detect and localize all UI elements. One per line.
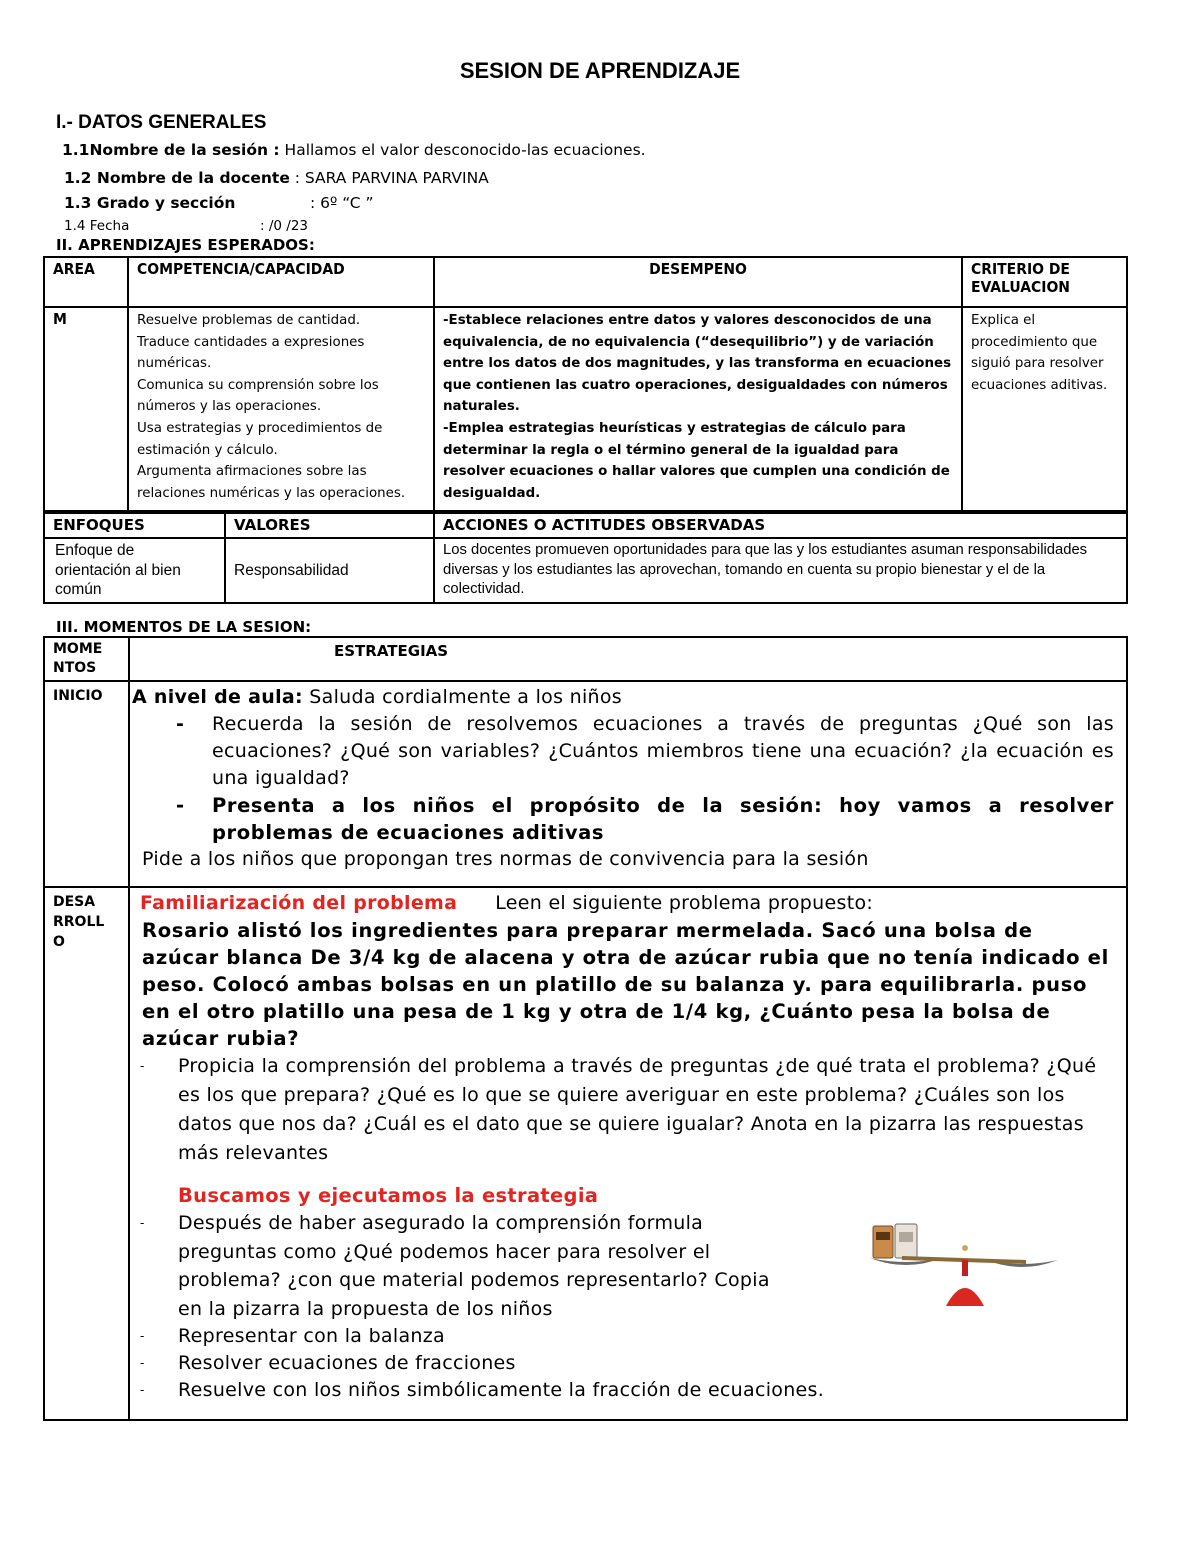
dash-bullet: - — [140, 1216, 145, 1230]
familiarizacion-item-text: Propicia la comprensión del problema a través de preguntas ¿de qué trata el problema? ¿Qué es los que prepara? ¿Qué es lo que se quiere averiguar en este problema? ¿Cuáles son los datos que nos da? ¿Cuál es el dato que se quiere igualar? Anota en la pizarra las respuestas más relevantes — [178, 1055, 1097, 1164]
area-value: M — [44, 307, 128, 511]
dash-bullet: - — [140, 1383, 145, 1397]
sugar-bag-brown — [873, 1226, 893, 1258]
enfoque-value: Enfoque de orientación al bien común — [44, 538, 225, 603]
competencia-item: Resuelve problemas de cantidad. — [137, 313, 361, 328]
inicio-lead — [132, 684, 1114, 711]
scale-post — [962, 1260, 968, 1276]
inicio-item-1 — [132, 711, 1114, 792]
sugar-bag-label — [899, 1232, 913, 1242]
inicio-lead-bold: A nivel de aula: — [132, 686, 303, 708]
competencia-item: Traduce cantidades a expresiones numéricas. — [137, 334, 365, 372]
competencia-item: Comunica su comprensión sobre los números y las operaciones. — [137, 377, 379, 415]
desempeno-item: -Emplea estrategias heurísticas y estrategias de cálculo para determinar la regla o el término general de la igualdad para resolver ecuaciones o hallar valores que cumplen una condición de desigualdad. — [443, 420, 950, 501]
teacher-name-line — [64, 169, 489, 187]
section-3-heading: III. MOMENTOS DE LA SESION: — [56, 618, 312, 636]
header-momentos: MOME NTOS — [44, 637, 129, 681]
inicio-lead-text: Saluda cordialmente a los niños — [302, 686, 622, 708]
competencia-item: Usa estrategias y procedimientos de estimación y cálculo. — [137, 420, 383, 458]
inicio-closing: Pide a los niños que propongan tres normas de convivencia para la sesión — [142, 848, 869, 870]
desempeno-list — [434, 307, 962, 511]
valor-value: Responsabilidad — [225, 538, 434, 603]
estrategia-item-text: Resuelve con los niños simbólicamente la fracción de ecuaciones. — [178, 1379, 825, 1401]
familiarizacion-text: Leen el siguiente problema propuesto: — [495, 892, 874, 914]
date-line — [64, 218, 308, 234]
dash-bullet: - — [140, 1329, 145, 1343]
inicio-label: INICIO — [44, 681, 129, 887]
inicio-content — [129, 681, 1127, 887]
grade-value: : 6º “C ” — [310, 194, 374, 212]
header-valores: VALORES — [225, 513, 434, 538]
teacher-name-value: : SARA PARVINA PARVINA — [289, 169, 489, 187]
dash-bullet: - — [176, 713, 185, 735]
dash-bullet: - — [140, 1356, 145, 1370]
session-name-line — [62, 141, 646, 159]
section-2-heading: II. APRENDIZAJES ESPERADOS: — [56, 236, 315, 254]
header-area: AREA — [44, 257, 128, 307]
header-estrategias: ESTRATEGIAS — [129, 637, 1127, 681]
desarrollo-content — [129, 887, 1127, 1420]
dash-bullet: - — [176, 794, 185, 817]
criterio-value: Explica el procedimiento que siguió para resolver ecuaciones aditivas. — [962, 307, 1127, 511]
estrategia-item-text: Después de haber asegurado la comprensión formula preguntas como ¿Qué podemos hacer para resolver el problema? ¿con que material podemos representarlo? Copia en la pizarra la propuesta de los niños — [178, 1212, 770, 1320]
competencia-item: Argumenta afirmaciones sobre las relaciones numéricas y las operaciones. — [137, 464, 406, 501]
estrategia-item-text: Representar con la balanza — [178, 1325, 445, 1347]
problem-statement: Rosario alistó los ingredientes para preparar mermelada. Sacó una bolsa de azúcar blanca De 3/4 kg de alacena y otra de azúcar rubia que no tenía indicado el peso. Colocó ambas bolsas en un platillo de su balanza y. para equilibrarla. puso en el otro platillo una pesa de 1 kg y otra de 1/4 kg, ¿Cuánto pesa la bolsa de azúcar rubia? — [142, 919, 1109, 1050]
header-criterio: CRITERIO DE EVALUACION — [962, 257, 1127, 307]
inicio-item-2 — [132, 792, 1114, 846]
moments-table — [43, 636, 1128, 1421]
section-1-heading: I.- DATOS GENERALES — [56, 112, 267, 133]
header-desempeno: DESEMPENO — [434, 257, 962, 307]
grade-label: 1.3 Grado y sección — [64, 194, 236, 212]
teacher-name-label: 1.2 Nombre de la docente — [64, 169, 290, 187]
date-value: : /0 /23 — [260, 218, 308, 234]
session-name-label: 1.1Nombre de la sesión : — [62, 141, 280, 159]
learning-table — [43, 256, 1128, 512]
inicio-item-1-text: Recuerda la sesión de resolvemos ecuaciones a través de preguntas ¿Qué son las ecuaciones? ¿Qué son variables? ¿Cuántos miembros tiene una ecuación? ¿la ecuación es una igualdad? — [212, 713, 1114, 789]
familiarizacion-item — [140, 1052, 1112, 1168]
enfoques-table — [43, 512, 1128, 604]
header-acciones: ACCIONES O ACTITUDES OBSERVADAS — [434, 513, 1127, 538]
session-name-value: Hallamos el valor desconocido-las ecuaciones. — [279, 141, 646, 159]
estrategia-item — [140, 1209, 800, 1323]
desempeno-item: -Establece relaciones entre datos y valores desconocidos de una equivalencia, de no equivalencia (“desequilibrio”) y de variación entre los datos de dos magnitudes, y las transforma en ecuaciones que contienen las cuatro operaciones, desigualdades con números naturales. — [443, 313, 952, 415]
page-title: SESION DE APRENDIZAJE — [459, 58, 741, 83]
estrategia-title: Buscamos y ejecutamos la estrategia — [178, 1184, 599, 1207]
desarrollo-label: DESA RROLL O — [44, 887, 129, 1420]
acciones-value: Los docentes promueven oportunidades para que las y los estudiantes asuman responsabilidades diversas y los estudiantes las aprovechan, tomando en cuenta su propio bienestar y el de la colectividad. — [434, 538, 1127, 603]
familiarizacion-title: Familiarización del problema — [140, 892, 458, 914]
grade-line — [64, 194, 374, 212]
dash-bullet: - — [140, 1059, 145, 1073]
header-competencia: COMPETENCIA/CAPACIDAD — [128, 257, 434, 307]
estrategia-item — [140, 1323, 1112, 1350]
balance-scale-image — [866, 1214, 1066, 1310]
scale-base — [946, 1288, 984, 1306]
estrategia-item — [140, 1377, 1112, 1404]
estrategia-item — [140, 1350, 1112, 1377]
competencia-list — [128, 307, 434, 511]
familiarizacion-line — [140, 890, 1112, 917]
header-enfoques: ENFOQUES — [44, 513, 225, 538]
scale-pivot — [962, 1245, 968, 1251]
sugar-bag-label — [876, 1232, 890, 1240]
estrategia-item-text: Resolver ecuaciones de fracciones — [178, 1352, 516, 1374]
date-label: 1.4 Fecha — [64, 218, 130, 234]
inicio-item-2-text: Presenta a los niños el propósito de la sesión: hoy vamos a resolver problemas de ecuaciones aditivas — [212, 794, 1114, 844]
